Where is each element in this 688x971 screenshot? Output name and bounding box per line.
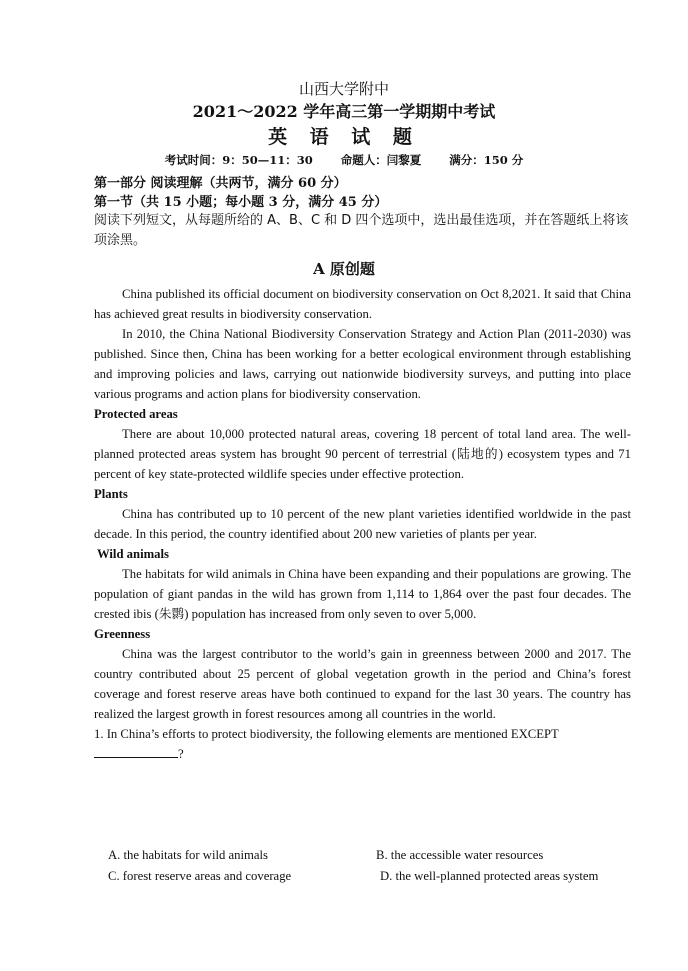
section-heading-greenness: Greenness <box>94 627 151 641</box>
subject-title: 英 语 试 题 <box>268 126 420 148</box>
section-text-protected-areas: There are about 10,000 protected natural areas, covering 18 percent of total land area. The well-planned protected areas system has brought 90 percent of terrestrial (陆地的) ecosystem types and 71 percent of key state-protected wildlife species under effective protection. <box>94 427 631 481</box>
intro-paragraph: China published its official document on biodiversity conservation on Oct 8,2021. It said that China has achieved great results in biodiversity conservation. <box>94 287 631 321</box>
intro-paragraph: In 2010, the China National Biodiversity Conservation Strategy and Action Plan (2011-2030) was published. Since then, China has been working for a better ecological environment through establishing and improving policies and laws, carrying out nationwide biodiversity surveys, and putting into place various programs and action plans for biodiversity conservation. <box>94 327 631 401</box>
school-name: 山西大学附中 <box>298 80 389 98</box>
exam-time: 考试时间：9：50—11：30 <box>164 153 313 167</box>
instructions: 阅读下列短文，从每题所给的 A、B、C 和 D 四个选项中，选出最佳选项，并在答题纸上将该项涂黑。 <box>94 213 629 248</box>
question-text: 1. In China’s efforts to protect biodiversity, the following elements are mentioned EXCEPT <box>94 727 559 741</box>
section-heading-plants: Plants <box>94 487 128 501</box>
option-b: B. the accessible water resources <box>376 848 544 862</box>
section-text-greenness: China was the largest contributor to the world’s gain in greenness between 2000 and 2017. The country contributed about 25 percent of global vegetation growth in the period and China’s forest coverage and forest reserve areas have both continued to expand for the last 30 years. The country has realized the largest growth in forest resources among all countries in the world. <box>94 647 631 721</box>
passage-title: A 原创题 <box>313 260 375 278</box>
question-stem <box>94 724 631 764</box>
answer-blank <box>94 744 178 758</box>
exam-author: 命题人：闫黎夏 <box>340 153 422 167</box>
part-heading: 第一部分 阅读理解（共两节，满分 60 分） <box>94 176 347 191</box>
option-a: A. the habitats for wild animals <box>108 848 268 862</box>
option-c: C. forest reserve areas and coverage <box>108 869 292 883</box>
section-heading: 第一节（共 15 小题；每小题 3 分，满分 45 分） <box>94 195 388 210</box>
exam-score: 满分：150 分 <box>449 153 524 167</box>
option-d: D. the well-planned protected areas system <box>380 869 599 883</box>
section-text-wild-animals: The habitats for wild animals in China have been expanding and their populations are growing. The population of giant pandas in the wild has grown from 1,114 to 1,864 over the past four decades. The crested ibis (朱鹮) population has increased from only seven to over 5,000. <box>94 567 631 621</box>
section-text-plants: China has contributed up to 10 percent of the new plant varieties identified worldwide in the past decade. In this period, the country identified about 200 new varieties of plants per year. <box>94 507 631 541</box>
exam-info <box>0 152 688 168</box>
section-heading-protected-areas: Protected areas <box>94 407 178 421</box>
section-heading-wild-animals: Wild animals <box>94 547 169 561</box>
question-mark: ? <box>178 747 184 761</box>
exam-title: 2021～2022 学年高三第一学期期中考试 <box>192 102 496 121</box>
passage-body <box>94 284 631 764</box>
